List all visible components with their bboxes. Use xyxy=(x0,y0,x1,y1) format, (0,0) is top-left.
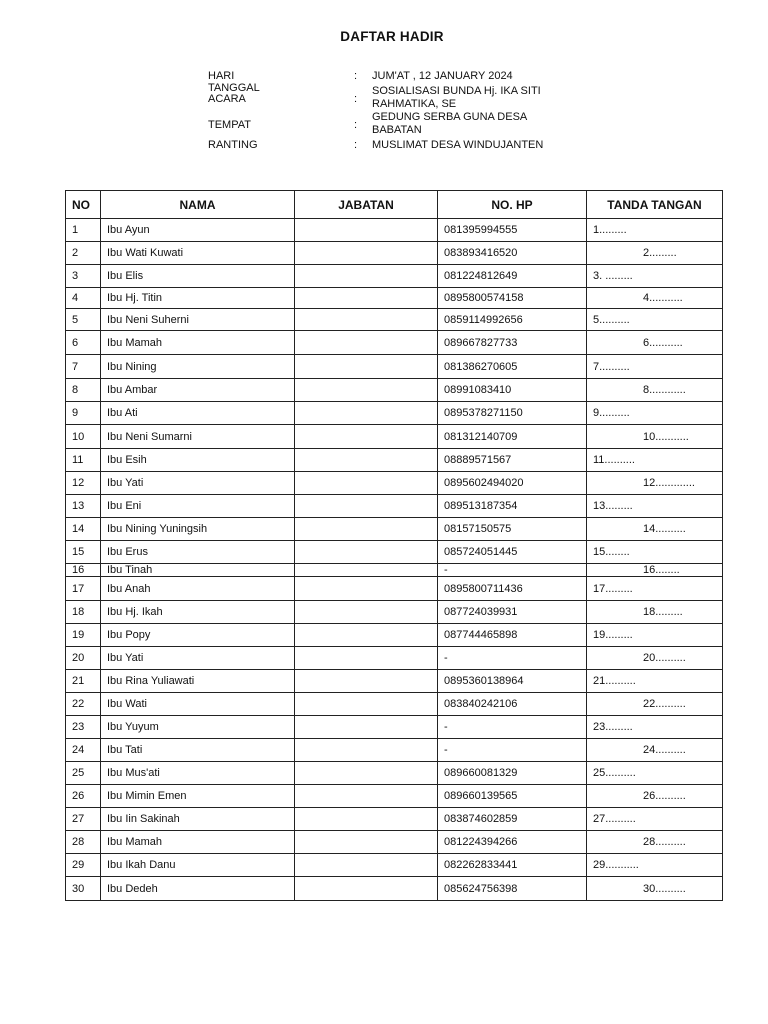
cell-no: 1 xyxy=(66,219,101,242)
cell-jabatan xyxy=(295,425,438,449)
cell-no: 21 xyxy=(66,670,101,693)
table-row xyxy=(66,472,723,495)
table-row xyxy=(66,288,723,309)
cell-nama: Ibu Ambar xyxy=(101,379,295,402)
cell-no: 11 xyxy=(66,449,101,472)
cell-jabatan xyxy=(295,877,438,901)
cell-no: 13 xyxy=(66,495,101,518)
table-row xyxy=(66,402,723,425)
cell-hp: 0895602494020 xyxy=(438,472,587,495)
cell-jabatan xyxy=(295,309,438,331)
cell-jabatan xyxy=(295,577,438,601)
cell-hp: 083893416520 xyxy=(438,242,587,265)
table-row xyxy=(66,541,723,564)
meta-label: RANTING xyxy=(208,139,258,151)
cell-no: 30 xyxy=(66,877,101,901)
cell-nama: Ibu Yati xyxy=(101,472,295,495)
meta-value: SOSIALISASI BUNDA Hj. IKA SITI RAHMATIKA, SE xyxy=(372,85,541,110)
cell-no: 5 xyxy=(66,309,101,331)
cell-jabatan xyxy=(295,355,438,379)
meta-value: JUM'AT , 12 JANUARY 2024 xyxy=(372,70,513,82)
meta-label: ACARA xyxy=(208,93,246,105)
table-row xyxy=(66,331,723,355)
cell-no: 20 xyxy=(66,647,101,670)
cell-jabatan xyxy=(295,785,438,808)
cell-nama: Ibu Mamah xyxy=(101,331,295,355)
cell-jabatan xyxy=(295,265,438,288)
cell-no: 26 xyxy=(66,785,101,808)
cell-tanda-tangan: 2......... xyxy=(587,242,723,265)
cell-jabatan xyxy=(295,219,438,242)
cell-hp: 085724051445 xyxy=(438,541,587,564)
column-header-no: NO xyxy=(66,191,101,219)
table-row xyxy=(66,425,723,449)
cell-nama: Ibu Ikah Danu xyxy=(101,854,295,877)
table-row xyxy=(66,854,723,877)
cell-tanda-tangan: 15........ xyxy=(587,541,723,564)
cell-tanda-tangan: 5.......... xyxy=(587,309,723,331)
table-row xyxy=(66,309,723,331)
cell-no: 2 xyxy=(66,242,101,265)
cell-jabatan xyxy=(295,762,438,785)
cell-nama: Ibu Tati xyxy=(101,739,295,762)
table-row xyxy=(66,877,723,901)
table-row xyxy=(66,265,723,288)
table-row xyxy=(66,449,723,472)
cell-tanda-tangan: 27.......... xyxy=(587,808,723,831)
cell-hp: 081224394266 xyxy=(438,831,587,854)
table-row xyxy=(66,577,723,601)
document-title: DAFTAR HADIR xyxy=(340,29,444,44)
cell-nama: Ibu Wati Kuwati xyxy=(101,242,295,265)
cell-jabatan xyxy=(295,541,438,564)
cell-no: 24 xyxy=(66,739,101,762)
table-row xyxy=(66,242,723,265)
table-row xyxy=(66,518,723,541)
table-row xyxy=(66,624,723,647)
cell-nama: Ibu Hj. Titin xyxy=(101,288,295,309)
cell-nama: Ibu Anah xyxy=(101,577,295,601)
cell-jabatan xyxy=(295,449,438,472)
cell-no: 25 xyxy=(66,762,101,785)
meta-colon: : xyxy=(354,93,358,105)
cell-nama: Ibu Eni xyxy=(101,495,295,518)
cell-nama: Ibu Elis xyxy=(101,265,295,288)
cell-jabatan xyxy=(295,495,438,518)
cell-tanda-tangan: 4........... xyxy=(587,288,723,309)
cell-hp: 089660139565 xyxy=(438,785,587,808)
meta-value: GEDUNG SERBA GUNA DESA BABATAN xyxy=(372,111,527,136)
cell-jabatan xyxy=(295,716,438,739)
cell-hp: 081224812649 xyxy=(438,265,587,288)
cell-nama: Ibu Tinah xyxy=(101,564,295,577)
cell-nama: Ibu Wati xyxy=(101,693,295,716)
cell-hp: 08889571567 xyxy=(438,449,587,472)
cell-tanda-tangan: 3. ......... xyxy=(587,265,723,288)
table-row xyxy=(66,219,723,242)
cell-tanda-tangan: 11.......... xyxy=(587,449,723,472)
table-row xyxy=(66,379,723,402)
cell-jabatan xyxy=(295,693,438,716)
cell-nama: Ibu Popy xyxy=(101,624,295,647)
cell-tanda-tangan: 10........... xyxy=(587,425,723,449)
cell-no: 6 xyxy=(66,331,101,355)
cell-hp: 08991083410 xyxy=(438,379,587,402)
cell-jabatan xyxy=(295,670,438,693)
cell-no: 18 xyxy=(66,601,101,624)
cell-no: 12 xyxy=(66,472,101,495)
cell-tanda-tangan: 8............ xyxy=(587,379,723,402)
cell-hp: 0895378271150 xyxy=(438,402,587,425)
cell-jabatan xyxy=(295,808,438,831)
cell-hp: - xyxy=(438,716,587,739)
column-header-jabatan: JABATAN xyxy=(295,191,438,219)
cell-hp: - xyxy=(438,739,587,762)
cell-jabatan xyxy=(295,402,438,425)
cell-jabatan xyxy=(295,601,438,624)
cell-nama: Ibu Ati xyxy=(101,402,295,425)
cell-no: 19 xyxy=(66,624,101,647)
cell-tanda-tangan: 28.......... xyxy=(587,831,723,854)
cell-nama: Ibu Yati xyxy=(101,647,295,670)
cell-jabatan xyxy=(295,647,438,670)
cell-tanda-tangan: 21.......... xyxy=(587,670,723,693)
cell-tanda-tangan: 14.......... xyxy=(587,518,723,541)
cell-hp: 0895360138964 xyxy=(438,670,587,693)
cell-no: 28 xyxy=(66,831,101,854)
table-header-row xyxy=(66,191,723,219)
cell-nama: Ibu Neni Suherni xyxy=(101,309,295,331)
cell-nama: Ibu Erus xyxy=(101,541,295,564)
cell-jabatan xyxy=(295,854,438,877)
table-row xyxy=(66,785,723,808)
cell-tanda-tangan: 9.......... xyxy=(587,402,723,425)
column-header-hp: NO. HP xyxy=(438,191,587,219)
cell-hp: 081395994555 xyxy=(438,219,587,242)
cell-nama: Ibu Ayun xyxy=(101,219,295,242)
cell-no: 22 xyxy=(66,693,101,716)
cell-hp: 083840242106 xyxy=(438,693,587,716)
cell-jabatan xyxy=(295,831,438,854)
cell-jabatan xyxy=(295,379,438,402)
cell-tanda-tangan: 30.......... xyxy=(587,877,723,901)
attendance-table xyxy=(65,190,723,901)
cell-hp: 0895800574158 xyxy=(438,288,587,309)
cell-jabatan xyxy=(295,472,438,495)
cell-nama: Ibu Rina Yuliawati xyxy=(101,670,295,693)
cell-nama: Ibu Mamah xyxy=(101,831,295,854)
cell-hp: 082262833441 xyxy=(438,854,587,877)
cell-no: 17 xyxy=(66,577,101,601)
cell-hp: - xyxy=(438,647,587,670)
cell-hp: 0895800711436 xyxy=(438,577,587,601)
cell-hp: 0859114992656 xyxy=(438,309,587,331)
cell-nama: Ibu Iin Sakinah xyxy=(101,808,295,831)
cell-hp: 085624756398 xyxy=(438,877,587,901)
cell-tanda-tangan: 17......... xyxy=(587,577,723,601)
table-row xyxy=(66,495,723,518)
table-row xyxy=(66,670,723,693)
cell-no: 10 xyxy=(66,425,101,449)
cell-tanda-tangan: 23......... xyxy=(587,716,723,739)
column-header-nama: NAMA xyxy=(101,191,295,219)
cell-no: 9 xyxy=(66,402,101,425)
cell-nama: Ibu Neni Sumarni xyxy=(101,425,295,449)
table-row xyxy=(66,808,723,831)
cell-jabatan xyxy=(295,739,438,762)
cell-jabatan xyxy=(295,624,438,647)
cell-hp: 083874602859 xyxy=(438,808,587,831)
cell-nama: Ibu Yuyum xyxy=(101,716,295,739)
table-row xyxy=(66,716,723,739)
cell-tanda-tangan: 6........... xyxy=(587,331,723,355)
table-row xyxy=(66,693,723,716)
table-row xyxy=(66,355,723,379)
cell-no: 7 xyxy=(66,355,101,379)
meta-colon: : xyxy=(354,70,358,82)
cell-tanda-tangan: 24.......... xyxy=(587,739,723,762)
cell-hp: - xyxy=(438,564,587,577)
cell-nama: Ibu Dedeh xyxy=(101,877,295,901)
cell-hp: 087744465898 xyxy=(438,624,587,647)
cell-nama: Ibu Nining Yuningsih xyxy=(101,518,295,541)
cell-hp: 089513187354 xyxy=(438,495,587,518)
meta-colon: : xyxy=(354,119,358,131)
table-row xyxy=(66,762,723,785)
table-row xyxy=(66,601,723,624)
cell-hp: 08157150575 xyxy=(438,518,587,541)
cell-tanda-tangan: 22.......... xyxy=(587,693,723,716)
cell-tanda-tangan: 26.......... xyxy=(587,785,723,808)
cell-jabatan xyxy=(295,242,438,265)
cell-no: 29 xyxy=(66,854,101,877)
table-row xyxy=(66,647,723,670)
table-row xyxy=(66,739,723,762)
cell-jabatan xyxy=(295,518,438,541)
cell-no: 3 xyxy=(66,265,101,288)
cell-tanda-tangan: 16........ xyxy=(587,564,723,577)
cell-hp: 089660081329 xyxy=(438,762,587,785)
cell-tanda-tangan: 1......... xyxy=(587,219,723,242)
cell-no: 14 xyxy=(66,518,101,541)
cell-jabatan xyxy=(295,288,438,309)
cell-no: 23 xyxy=(66,716,101,739)
cell-jabatan xyxy=(295,331,438,355)
meta-label: HARI TANGGAL xyxy=(208,70,260,94)
cell-tanda-tangan: 19......... xyxy=(587,624,723,647)
cell-no: 16 xyxy=(66,564,101,577)
cell-tanda-tangan: 18......... xyxy=(587,601,723,624)
cell-nama: Ibu Mus'ati xyxy=(101,762,295,785)
column-header-tanda-tangan: TANDA TANGAN xyxy=(587,191,723,219)
cell-jabatan xyxy=(295,564,438,577)
meta-colon: : xyxy=(354,139,358,151)
cell-hp: 087724039931 xyxy=(438,601,587,624)
cell-nama: Ibu Mimin Emen xyxy=(101,785,295,808)
cell-tanda-tangan: 20.......... xyxy=(587,647,723,670)
cell-tanda-tangan: 12............. xyxy=(587,472,723,495)
cell-no: 8 xyxy=(66,379,101,402)
cell-hp: 081312140709 xyxy=(438,425,587,449)
cell-hp: 089667827733 xyxy=(438,331,587,355)
cell-nama: Ibu Hj. Ikah xyxy=(101,601,295,624)
cell-nama: Ibu Nining xyxy=(101,355,295,379)
cell-hp: 081386270605 xyxy=(438,355,587,379)
cell-nama: Ibu Esih xyxy=(101,449,295,472)
cell-tanda-tangan: 25.......... xyxy=(587,762,723,785)
cell-no: 27 xyxy=(66,808,101,831)
cell-no: 4 xyxy=(66,288,101,309)
cell-tanda-tangan: 29........... xyxy=(587,854,723,877)
cell-no: 15 xyxy=(66,541,101,564)
table-row xyxy=(66,564,723,577)
cell-tanda-tangan: 7.......... xyxy=(587,355,723,379)
cell-tanda-tangan: 13......... xyxy=(587,495,723,518)
table-row xyxy=(66,831,723,854)
meta-value: MUSLIMAT DESA WINDUJANTEN xyxy=(372,139,544,151)
meta-label: TEMPAT xyxy=(208,119,251,131)
